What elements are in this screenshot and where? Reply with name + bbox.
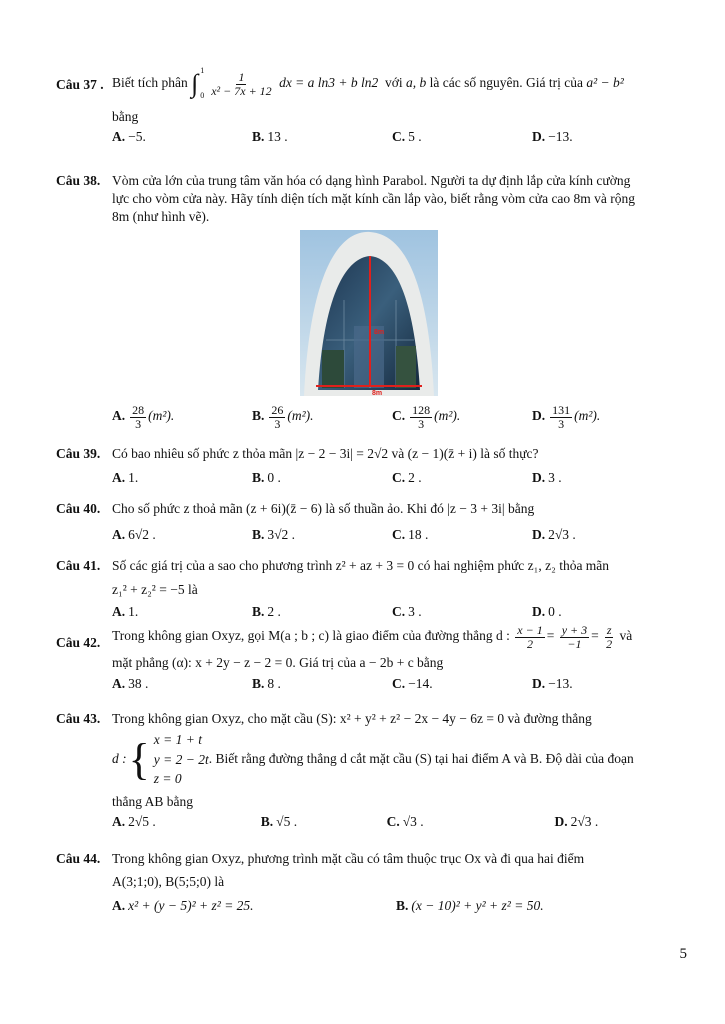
question-text: Vòm cửa lớn của trung tâm văn hóa có dạng hình Parabol. Người ta dự định lắp cửa kính cường lực cho vòm cửa này. Hãy tính diện tích mặt kính cần lắp vào, biết rằng vòm cửa cao 8m và rộng 8m (như hình vẽ). (112, 173, 636, 225)
question-38 (56, 172, 688, 227)
option-b[interactable]: B. 2 . (252, 604, 281, 620)
question-number: Câu 39. (56, 446, 101, 461)
option-d[interactable]: D. 2√3 . (532, 527, 576, 543)
question-38-options (56, 402, 688, 430)
option-b[interactable]: B. $\frac{26}{3}$ (m²). (252, 403, 314, 431)
question-text: Trong không gian Oxyz, phương trình mặt cầu có tâm thuộc trục Ox và đi qua hai điểm A(3;1;0), B(5;5;0) là (112, 851, 585, 890)
answer-options (112, 897, 688, 915)
page-number: 5 (679, 946, 687, 962)
option-a[interactable]: A. 1. (112, 470, 139, 486)
option-b[interactable]: B. 0 . (252, 470, 281, 486)
option-a[interactable]: A. 2√5 . (112, 814, 156, 830)
question-text: Có bao nhiêu số phức z thỏa mãn |z − 2 − 3i| = 2√2 và (z − 1)(z̄ + i) là số thực? (112, 446, 539, 461)
question-number: Câu 44. (56, 851, 101, 866)
option-d[interactable]: D. −13. (532, 676, 573, 692)
question-number: Câu 37 . (56, 77, 104, 92)
question-number: Câu 43. (56, 711, 101, 726)
option-c[interactable]: C. 5 . (392, 129, 422, 145)
option-b[interactable]: B. 3√2 . (252, 527, 296, 543)
answer-options (112, 813, 688, 831)
fraction: $\frac{1}{\text{x² − 7x + 12}}$ (211, 69, 272, 98)
option-d[interactable]: D. $\frac{131}{3}$ (m²). (532, 403, 601, 431)
height-label: 8m (374, 329, 385, 336)
question-40 (56, 500, 688, 544)
width-label: 8m (372, 390, 383, 396)
option-b[interactable]: B. (x − 10)² + y² + z² = 50. (396, 898, 544, 914)
question-37 (56, 66, 688, 146)
option-a[interactable]: A. 6√2 . (112, 527, 156, 543)
question-text: Trong không gian Oxyz, gọi M(a ; b ; c) là giao điểm của đường thẳng d : $\frac{x - 1}{2}$ = $\frac{y + 3}{-1}$ = $\frac{z}{2}$ và mặt phẳng (α): x + 2y − z − 2 = 0. Giá trị của a − 2b + c bằng (112, 623, 633, 671)
question-41 (56, 557, 688, 622)
question-text: Cho số phức z thoả mãn (z + 6i)(z̄ − 6) là số thuần ảo. Khi đó |z − 3 + 3i| bằng (112, 501, 535, 516)
question-43 (56, 710, 688, 831)
parabolic-arch-photo (300, 230, 438, 396)
question-number: Câu 40. (56, 501, 101, 516)
option-a[interactable]: A. 38 . (112, 676, 149, 692)
option-c[interactable]: C. 2 . (392, 470, 422, 486)
question-text-cont: bằng (112, 109, 139, 124)
option-a[interactable]: A. −5. (112, 129, 146, 145)
option-b[interactable]: B. 13 . (252, 129, 288, 145)
question-number: Câu 41. (56, 558, 101, 573)
question-text: Trong không gian Oxyz, cho mặt cầu (S): x² + y² + z² − 2x − 4y − 6z = 0 và đường thẳng d : { x = 1 + t y = 2 − 2t z = 0 . Biết rằng đường thẳng d cắt mặt cầu (S) tại hai điểm A và B. Độ dài của đoạn thẳng AB bằng (112, 711, 634, 809)
option-c[interactable]: C. $\frac{128}{3}$ (m²). (392, 403, 461, 431)
integral: ∫ 1 0 $\frac{1}{\text{x² − 7x + 12}}$ (191, 66, 272, 101)
question-text: Số các giá trị của a sao cho phương trình z² + az + 3 = 0 có hai nghiệm phức z₁, z₂ thỏa mãn z₁² + z₂² = −5 là (112, 558, 610, 598)
line-system: { x = 1 + t y = 2 − 2t z = 0 (128, 732, 209, 787)
option-c[interactable]: C. 18 . (392, 527, 429, 543)
option-d[interactable]: D. 3 . (532, 470, 562, 486)
option-a[interactable]: A. 1. (112, 604, 139, 620)
answer-options (112, 526, 688, 544)
option-d[interactable]: D. −13. (532, 129, 573, 145)
question-42 (56, 624, 688, 694)
option-d[interactable]: D. 2√3 . (554, 814, 599, 830)
answer-options (112, 603, 688, 621)
question-number: Câu 42. (56, 635, 101, 650)
question-text: Biết tích phân ∫ 1 0 $\frac{1}{\text{x² − 7x + 12}}$ dx = a ln3 + b ln2 với a, b là các số nguyên. Giá trị của a² − b² (112, 66, 624, 101)
option-b[interactable]: B. √5 . (260, 814, 298, 830)
option-c[interactable]: C. −14. (392, 676, 433, 692)
answer-options (112, 128, 688, 146)
answer-options (112, 469, 688, 487)
option-a[interactable]: A. $\frac{28}{3}$ (m²). (112, 403, 175, 431)
answer-options (112, 404, 688, 430)
question-39 (56, 445, 688, 487)
answer-options (112, 675, 688, 693)
question-44 (56, 850, 688, 916)
option-c[interactable]: C. √3 . (386, 814, 424, 830)
option-d[interactable]: D. 0 . (532, 604, 562, 620)
option-c[interactable]: C. 3 . (392, 604, 422, 620)
option-b[interactable]: B. 8 . (252, 676, 281, 692)
option-a[interactable]: A. x² + (y − 5)² + z² = 25. (112, 898, 254, 914)
question-number: Câu 38. (56, 173, 101, 188)
